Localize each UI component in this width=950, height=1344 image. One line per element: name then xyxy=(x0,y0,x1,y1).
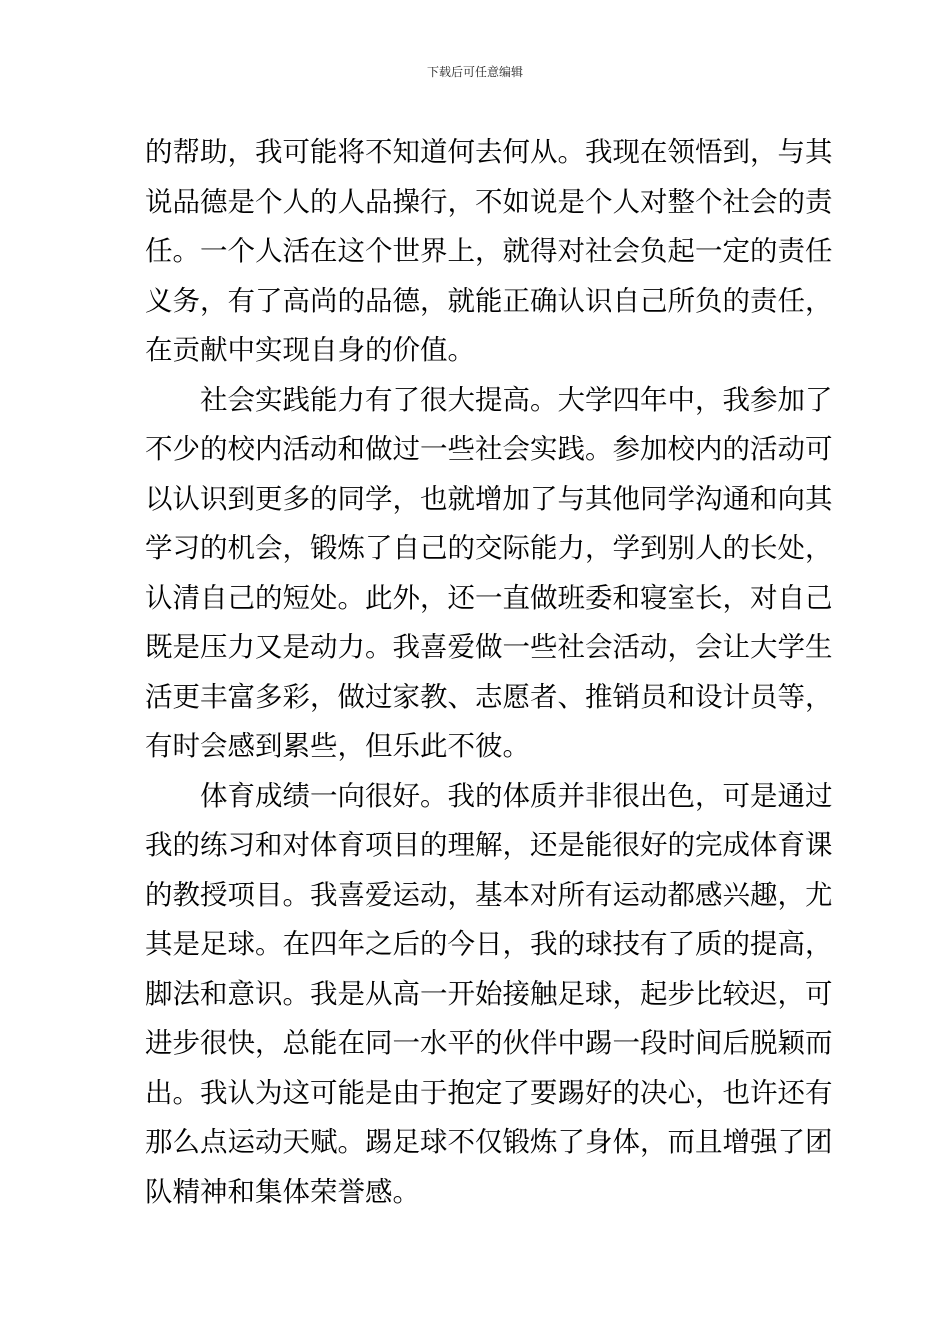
paragraph xyxy=(145,376,833,772)
text-line: 进步很快，总能在同一水平的伙伴中踢一段时间后脱颖而 xyxy=(145,1027,833,1059)
text-line: 社会实践能力有了很大提高。大学四年中，我参加了 xyxy=(200,383,833,416)
text-line: 活更丰富多彩，做过家教、志愿者、推销员和设计员等， xyxy=(145,680,833,713)
text-line: 其是足球。在四年之后的今日，我的球技有了质的提高， xyxy=(145,928,833,960)
paragraph xyxy=(145,772,833,1218)
text-line: 学习的机会，锻炼了自己的交际能力，学到别人的长处， xyxy=(145,532,833,564)
page-header: 下载后可任意编辑 xyxy=(426,65,523,79)
paragraph xyxy=(145,128,833,376)
text-line: 任。一个人活在这个世界上，就得对社会负起一定的责任 xyxy=(145,235,833,267)
text-line: 不少的校内活动和做过一些社会实践。参加校内的活动可 xyxy=(145,433,833,465)
body-text xyxy=(145,128,833,1217)
text-line: 队精神和集体荣誉感。 xyxy=(145,1175,420,1208)
text-line: 的教授项目。我喜爱运动，基本对所有运动都感兴趣，尤 xyxy=(145,878,833,911)
text-line: 义务，有了高尚的品德，就能正确认识自己所负的责任， xyxy=(145,284,833,317)
text-line: 在贡献中实现自身的价值。 xyxy=(145,334,475,366)
text-line: 认清自己的短处。此外，还一直做班委和寝室长，对自己 xyxy=(145,581,833,614)
text-line: 既是压力又是动力。我喜爱做一些社会活动，会让大学生 xyxy=(145,631,833,663)
text-line: 我的练习和对体育项目的理解，还是能很好的完成体育课 xyxy=(145,829,833,861)
text-line: 出。我认为这可能是由于抱定了要踢好的决心，也许还有 xyxy=(145,1076,833,1109)
text-line: 体育成绩一向很好。我的体质并非很出色，可是通过 xyxy=(200,779,833,812)
text-line: 的帮助，我可能将不知道何去何从。我现在领悟到，与其 xyxy=(145,136,833,168)
text-line: 说品德是个人的人品操行，不如说是个人对整个社会的责 xyxy=(145,185,833,218)
text-line: 以认识到更多的同学，也就增加了与其他同学沟通和向其 xyxy=(145,482,833,515)
text-line: 脚法和意识。我是从高一开始接触足球，起步比较迟，可 xyxy=(145,977,833,1010)
text-line: 那么点运动天赋。踢足球不仅锻炼了身体，而且增强了团 xyxy=(145,1126,833,1158)
text-line: 有时会感到累些，但乐此不彼。 xyxy=(145,730,530,762)
